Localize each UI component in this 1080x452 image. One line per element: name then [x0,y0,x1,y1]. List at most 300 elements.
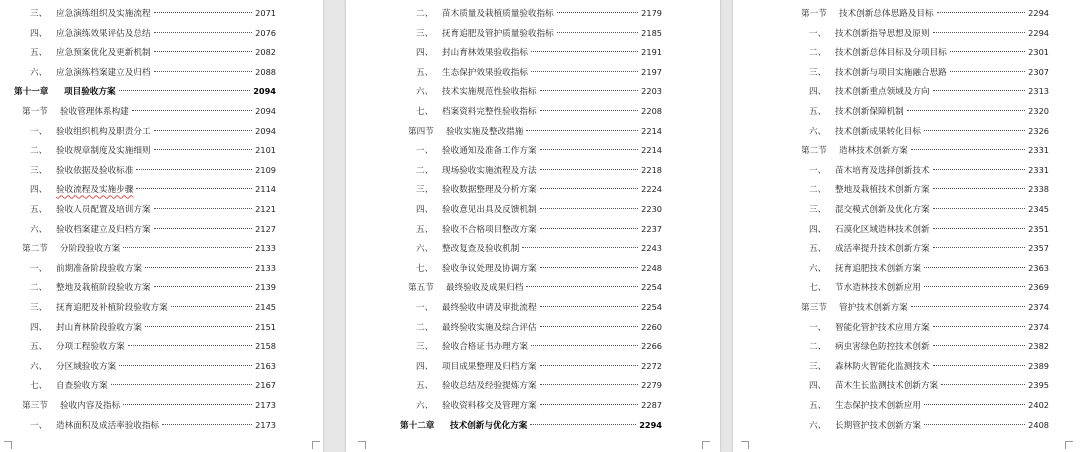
toc-page-number: 2294 [1028,8,1049,18]
toc-number: 四、 [416,48,434,59]
toc-item[interactable] [809,82,1049,102]
toc-title: 封山育林阶段验收方案 [56,322,142,333]
toc-page-number: 2101 [255,145,276,156]
toc-number: 三、 [416,185,434,196]
toc-item[interactable] [30,220,276,240]
toc-number: 四、 [30,185,48,196]
toc-item[interactable] [416,200,662,220]
toc-number: 七、 [416,263,434,274]
toc-item[interactable] [30,4,276,24]
toc-number: 六、 [30,361,48,372]
toc-number: 六、 [30,224,48,235]
toc-item[interactable] [30,259,276,279]
toc-page-number: 2185 [641,27,662,38]
toc-title: 分区域验收方案 [56,361,117,372]
toc-item[interactable] [809,220,1049,240]
toc-item[interactable] [809,357,1049,377]
toc-leader-dots [540,384,639,385]
toc-page-number: 2139 [255,282,276,293]
toc-title: 整改复查及验收机制 [442,244,520,255]
toc-leader-dots [924,286,1025,287]
toc-item[interactable] [809,43,1049,63]
toc-number: 一、 [30,420,48,431]
toc-number: 第五节 [408,283,434,294]
toc-page-number: 2254 [641,282,662,293]
toc-page-number: 2214 [641,125,662,136]
toc-number: 五、 [30,205,48,215]
toc-item[interactable] [809,278,1049,298]
toc-title: 档案资料完整性验收指标 [442,107,537,117]
toc-title: 节水造林技术创新应用 [835,283,921,294]
toc-page-number: 2320 [1028,106,1049,116]
toc-leader-dots [154,208,253,209]
toc-leader-dots [119,365,252,366]
toc-item[interactable] [809,63,1049,83]
toc-leader-dots [933,345,1026,346]
toc-page-number: 2179 [641,8,662,18]
toc-title: 验收档案建立及归档方案 [56,224,151,235]
toc-leader-dots [526,130,638,131]
toc-page-number: 2230 [641,204,662,214]
toc-title: 苗木生长监测技术创新方案 [835,381,939,392]
toc-title: 现场验收实施流程及方法 [442,165,537,176]
toc-leader-dots [924,267,1025,268]
toc-item[interactable] [416,318,662,338]
toc-leader-dots [950,51,1025,52]
toc-title: 验收规章制度及实施细则 [56,146,151,157]
toc-title: 技术创新保障机制 [835,107,904,117]
toc-page-number: 2173 [255,419,276,430]
toc-number: 二、 [809,342,827,353]
toc-item[interactable] [30,141,276,161]
toc-title: 验收总结及经验提炼方案 [442,381,537,392]
toc-leader-dots [531,51,638,52]
toc-leader-dots [154,228,253,229]
toc-leader-dots [933,326,1026,327]
toc-item[interactable] [809,396,1049,416]
toc-page-number: 2208 [641,106,662,116]
toc-number: 四、 [416,361,434,372]
toc-item[interactable] [416,298,662,318]
toc-title: 生态保护效果验收指标 [442,67,528,78]
toc-number: 三、 [416,28,434,39]
toc-leader-dots [154,32,253,33]
toc-number: 七、 [809,283,827,294]
toc-number: 第一节 [22,107,48,117]
toc-title: 混交模式创新及优化方案 [835,205,930,215]
toc-leader-dots [136,188,252,189]
toc-title: 自查验收方案 [56,381,108,392]
toc-page-number: 2082 [255,47,276,58]
toc-number: 二、 [30,283,48,294]
toc-title: 管护技术创新方案 [839,303,908,313]
toc-number: 四、 [30,28,48,39]
toc-number: 三、 [809,67,827,78]
toc-item[interactable] [809,102,1049,122]
toc-number: 五、 [30,342,48,353]
toc-number: 一、 [30,263,48,274]
toc-item[interactable] [809,24,1049,44]
toc-title: 验收依据及验收标准 [56,165,134,176]
toc-number: 一、 [809,165,827,176]
document-page-3 [733,0,1080,452]
toc-title: 验收数据整理及分析方案 [442,185,537,196]
toc-page-number: 2163 [255,360,276,371]
toc-page-number: 2307 [1028,66,1049,77]
toc-number: 第十二章 [400,420,435,431]
toc-number: 三、 [30,9,48,19]
toc-item[interactable] [416,239,662,259]
toc-number: 第二节 [801,146,827,157]
crop-mark [358,441,366,449]
toc-section[interactable] [801,4,1049,24]
toc-page-number: 2287 [641,400,662,410]
toc-leader-dots [540,404,639,405]
toc-title: 抚育追肥及补植阶段验收方案 [56,303,168,313]
toc-number: 第四节 [408,126,434,137]
toc-leader-dots [540,90,639,91]
toc-number: 第一节 [801,9,827,19]
toc-number: 五、 [30,48,48,59]
toc-leader-dots [557,12,638,13]
toc-title: 森林防火智能化监测技术 [835,361,930,372]
toc-leader-dots [540,149,639,150]
toc-item[interactable] [809,122,1049,142]
toc-title: 最终验收申请及审批流程 [442,303,537,313]
toc-title: 分阶段验收方案 [60,244,121,255]
toc-page-number: 2121 [255,204,276,214]
toc-item[interactable] [30,376,276,396]
toc-leader-dots [540,228,639,229]
toc-number: 第二节 [22,244,48,255]
toc-leader-dots [145,267,252,268]
toc-leader-dots [530,424,636,425]
toc-title: 验收实施及整改措施 [446,126,524,137]
toc-section[interactable] [408,278,662,298]
toc-section[interactable] [801,141,1049,161]
crop-mark [312,441,320,449]
document-page-1 [0,0,323,452]
toc-number: 七、 [416,107,434,117]
toc-page-number: 2313 [1028,86,1049,97]
toc-leader-dots [907,110,1025,111]
toc-number: 三、 [809,205,827,215]
toc-page-number: 2127 [255,223,276,234]
toc-item[interactable] [809,376,1049,396]
toc-item[interactable] [416,396,662,416]
toc-title: 项目验收方案 [64,87,116,98]
toc-title: 应急预案优化及更新机制 [56,48,151,59]
toc-leader-dots [941,384,1025,385]
toc-item[interactable] [809,416,1049,436]
toc-leader-dots [933,188,1026,189]
toc-number: 四、 [809,224,827,235]
toc-title: 病虫害绿色防控技术创新 [835,342,930,353]
toc-page-number: 2260 [641,321,662,332]
toc-number: 四、 [809,87,827,98]
toc-page-number: 2076 [255,27,276,38]
toc-item[interactable] [809,318,1049,338]
toc-leader-dots [154,149,253,150]
toc-page-number: 2094 [255,125,276,136]
toc-item[interactable] [809,337,1049,357]
toc-page-number: 2351 [1028,223,1049,234]
toc-page-number: 2197 [641,66,662,77]
toc-item[interactable] [809,200,1049,220]
toc-number: 三、 [416,342,434,353]
toc-title: 生态保护技术创新应用 [835,401,921,411]
toc-number: 五、 [809,107,827,117]
toc-title: 造林面积及成活率验收指标 [56,420,160,431]
toc-item[interactable] [416,141,662,161]
toc-item[interactable] [416,24,662,44]
toc-item[interactable] [30,318,276,338]
toc-title: 技术创新与项目实施融合思路 [835,67,947,78]
toc-section[interactable] [22,396,276,416]
toc-item[interactable] [30,180,276,200]
toc-page-number: 2254 [641,302,662,312]
toc-leader-dots [540,208,639,209]
toc-title: 验收不合格项目整改方案 [442,224,537,235]
toc-number: 二、 [30,146,48,157]
toc-item[interactable] [30,24,276,44]
toc-chapter[interactable] [400,416,662,436]
toc-title: 苗木质量及栽植质量验收指标 [442,9,554,19]
toc-item[interactable] [416,82,662,102]
toc-item[interactable] [416,102,662,122]
toc-page-number: 2203 [641,86,662,97]
toc-item[interactable] [30,161,276,181]
toc-leader-dots [540,169,639,170]
toc-page-number: 2237 [641,223,662,234]
toc-chapter[interactable] [14,82,276,102]
toc-item[interactable] [809,259,1049,279]
toc-item[interactable] [30,357,276,377]
toc-page-number: 2338 [1028,184,1049,195]
toc-title: 造林技术创新方案 [839,146,908,157]
toc-title: 技术创新总体目标及分项目标 [835,48,947,59]
toc-page-number: 2382 [1028,341,1049,352]
toc-leader-dots [128,345,252,346]
toc-number: 五、 [809,401,827,411]
toc-title: 验收意见出具及反馈机制 [442,205,537,215]
toc-title: 验收合格证书办理方案 [442,342,528,353]
toc-title: 技术创新成果转化目标 [835,126,921,137]
toc-title: 抚育追肥技术创新方案 [835,263,921,274]
toc-leader-dots [132,110,252,111]
toc-section[interactable] [22,239,276,259]
toc-page-number: 2109 [255,164,276,175]
toc-title: 验收管理体系构建 [60,107,129,117]
toc-item[interactable] [416,259,662,279]
toc-page-number: 2088 [255,66,276,77]
toc-item[interactable] [416,376,662,396]
toc-number: 七、 [30,381,48,392]
toc-leader-dots [154,12,253,13]
toc-number: 三、 [30,303,48,313]
toc-page-number: 2363 [1028,262,1049,273]
toc-number: 第十一章 [14,87,49,98]
toc-leader-dots [154,130,253,131]
toc-leader-dots [924,130,1025,131]
toc-number: 六、 [30,67,48,78]
toc-number: 一、 [809,322,827,333]
toc-section[interactable] [22,102,276,122]
toc-number: 六、 [809,126,827,137]
toc-item[interactable] [416,220,662,240]
toc-title: 验收组织机构及职责分工 [56,126,151,137]
toc-page-number: 2173 [255,400,276,410]
toc-title: 验收资料移交及管理方案 [442,401,537,411]
toc-item[interactable] [30,278,276,298]
toc-title: 成活率提升技术创新方案 [835,244,930,255]
toc-item[interactable] [809,239,1049,259]
document-page-2 [346,0,720,452]
toc-page-number: 2331 [1028,145,1049,156]
toc-item[interactable] [416,43,662,63]
toc-item[interactable] [416,337,662,357]
toc-title: 技术创新总体思路及目标 [839,9,934,19]
toc-title: 验收流程及实施步骤 [56,185,134,196]
toc-page-number: 2133 [255,243,276,254]
toc-page-number: 2294 [1028,27,1049,38]
toc-title: 技术创新指导思想及原则 [835,28,930,39]
toc-leader-dots [531,71,638,72]
toc-leader-dots [911,306,1025,307]
toc-page-number: 2167 [255,380,276,391]
toc-number: 六、 [416,244,434,255]
toc-leader-dots [522,247,638,248]
toc-page-number: 2294 [639,419,662,430]
toc-item[interactable] [416,4,662,24]
toc-item[interactable] [416,357,662,377]
toc-page-number: 2214 [641,145,662,156]
toc-number: 一、 [30,126,48,137]
toc-number: 四、 [416,205,434,215]
toc-title: 整地及栽植阶段验收方案 [56,283,151,294]
toc-page-number: 2094 [253,86,276,97]
toc-item[interactable] [416,180,662,200]
toc-page-number: 2272 [641,360,662,371]
toc-page-number: 2331 [1028,164,1049,175]
crop-mark [1065,441,1073,449]
toc-number: 三、 [30,165,48,176]
toc-item[interactable] [809,180,1049,200]
toc-page-number: 2279 [641,380,662,391]
toc-item[interactable] [30,416,276,436]
toc-leader-dots [154,286,253,287]
toc-page-number: 2114 [255,184,276,195]
toc-number: 第三节 [22,401,48,411]
toc-title: 技术创新重点领域及方向 [835,87,930,98]
toc-number: 五、 [416,224,434,235]
toc-number: 六、 [809,263,827,274]
toc-number: 二、 [416,322,434,333]
toc-leader-dots [136,169,252,170]
toc-page-number: 2395 [1028,380,1049,391]
toc-section[interactable] [408,122,662,142]
toc-page-number: 2071 [255,8,276,18]
toc-leader-dots [145,326,252,327]
toc-number: 六、 [416,401,434,411]
toc-page-number: 2094 [255,106,276,116]
toc-page-number: 2369 [1028,282,1049,293]
toc-leader-dots [526,286,638,287]
toc-item[interactable] [416,161,662,181]
toc-title: 验收内容及指标 [60,401,121,411]
toc-item[interactable] [30,200,276,220]
toc-title: 应急演练档案建立及归档 [56,67,151,78]
toc-leader-dots [540,326,639,327]
toc-item[interactable] [30,298,276,318]
toc-page-number: 2357 [1028,243,1049,254]
toc-title: 石漠化区域造林技术创新 [835,224,930,235]
toc-number: 二、 [416,165,434,176]
toc-number: 二、 [809,185,827,196]
toc-item[interactable] [416,63,662,83]
toc-page-number: 2389 [1028,360,1049,371]
toc-leader-dots [154,71,253,72]
toc-page-number: 2301 [1028,47,1049,58]
toc-title: 抚育追肥及管护质量验收指标 [442,28,554,39]
toc-number: 五、 [416,67,434,78]
toc-title: 最终验收及成果归档 [446,283,524,294]
toc-number: 二、 [809,48,827,59]
toc-title: 封山育林效果验收指标 [442,48,528,59]
toc-item[interactable] [30,122,276,142]
toc-leader-dots [531,345,638,346]
toc-leader-dots [933,169,1026,170]
toc-item[interactable] [30,43,276,63]
toc-number: 五、 [416,381,434,392]
toc-leader-dots [933,228,1026,229]
toc-leader-dots [171,306,252,307]
toc-number: 第三节 [801,303,827,313]
toc-item[interactable] [30,63,276,83]
toc-number: 六、 [416,87,434,98]
toc-title: 整地及栽植技术创新方案 [835,185,930,196]
toc-page-number: 2151 [255,321,276,332]
toc-leader-dots [154,51,253,52]
toc-section[interactable] [801,298,1049,318]
toc-title: 应急演练效果评估及总结 [56,28,151,39]
toc-title: 项目成果整理及归档方案 [442,361,537,372]
toc-number: 四、 [809,381,827,392]
toc-leader-dots [540,188,639,189]
toc-leader-dots [540,110,639,111]
toc-page-number: 2345 [1028,204,1049,214]
toc-title: 智能化管护技术应用方案 [835,322,930,333]
toc-item[interactable] [809,161,1049,181]
toc-title: 苗木培育及选择创新技术 [835,165,930,176]
toc-leader-dots [933,365,1026,366]
toc-leader-dots [933,90,1026,91]
toc-leader-dots [540,365,639,366]
toc-title: 技术实施规范性验收指标 [442,87,537,98]
toc-leader-dots [911,149,1025,150]
toc-leader-dots [933,208,1026,209]
toc-title: 分项工程验收方案 [56,342,125,353]
toc-title: 验收人员配置及培训方案 [56,205,151,215]
toc-page-number: 2133 [255,262,276,273]
toc-title: 验收争议处理及协调方案 [442,263,537,274]
toc-number: 六、 [809,420,827,431]
toc-page-number: 2374 [1028,302,1049,312]
toc-page-number: 2243 [641,243,662,254]
toc-item[interactable] [30,337,276,357]
toc-leader-dots [937,12,1026,13]
toc-page-number: 2374 [1028,321,1049,332]
